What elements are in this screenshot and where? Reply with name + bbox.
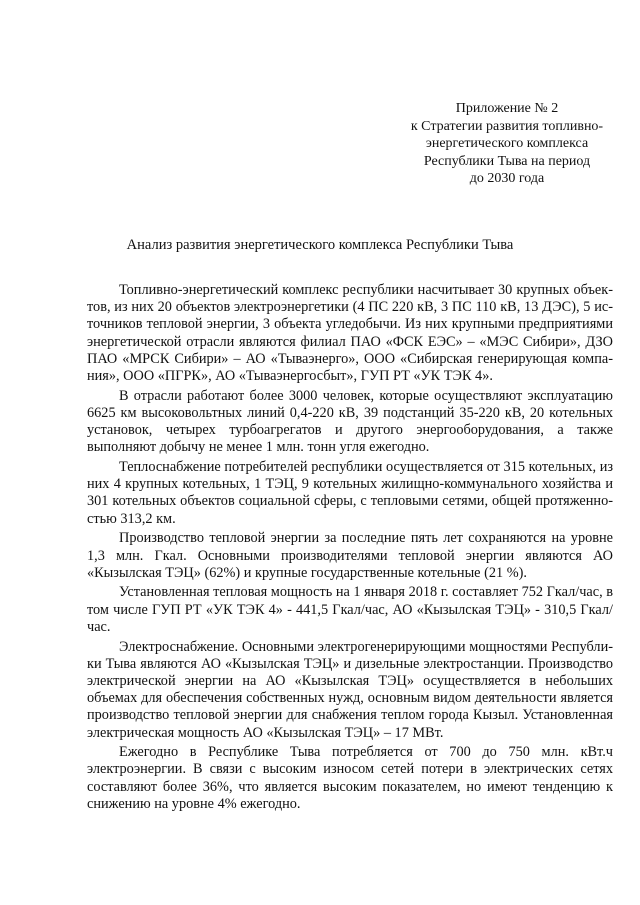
paragraph-electricity-supply: Электроснабжение. Основными электрогенерирующими мощностями Республики Тыва являются АО «Кызылская ТЭЦ» и дизельные электростанции. Производство электрической энергии на АО «Кызылская ТЭЦ» осуществляется в небольших объемах для обеспечения собственных нужд, основным видом деятельности является производство тепловой энергии для снабжения теплом города Кызыл. Установленная электрическая мощность АО «Кызылская ТЭЦ» – 17 МВт. (87, 638, 613, 741)
appendix-line: энергетического комплекса (425, 136, 589, 151)
paragraph-fuel-energy-complex: Топливно-энергетический комплекс республики насчитывает 30 крупных объектов, из них 20 объектов электроэнергетики (4 ПС 220 кВ, 3 ПС 110 кВ, 13 ДЭС), 5 источников тепловой энергии, 3 объекта угледобычи. Из них крупными предприятиями энергетической отрасли являются филиал ПАО «ФСК ЕЭС» – «МЭС Сибири», ДЗО ПАО «МРСК Сибири» – АО «Тываэнерго», ООО «Сибирская генерирующая компания», ООО «ПГРК», АО «Тываэнергосбыт», ГУП РТ «УК ТЭК 4». (87, 282, 613, 385)
appendix-line: до 2030 года (469, 171, 545, 186)
paragraph-heat-production: Производство тепловой энергии за последние пять лет сохраняются на уровне 1,3 млн. Гкал. Основными производителями тепловой энергии являются АО «Кызылская ТЭЦ» (62%) и крупные государственные котельные (21 %). (87, 530, 613, 581)
appendix-header (385, 100, 629, 188)
appendix-line: Приложение № 2 (455, 101, 559, 116)
paragraph-workforce: В отрасли работают более 3000 человек, которые осуществляют эксплуатацию 6625 км высоковольтных линий 0,4-220 кВ, 39 подстанций 35-220 кВ, 20 котельных установок, четырех турбоагрегатов и другого энергооборудования, а также выполняют добычу не менее 1 млн. тонн угля ежегодно. (87, 387, 613, 456)
appendix-line: к Стратегии развития топливно- (410, 118, 604, 134)
paragraph-heat-supply: Теплоснабжение потребителей республики осуществляется от 315 котельных, из них 4 крупных котельных, 1 ТЭЦ, 9 котельных жилищно-коммунального хозяйства и 301 котельных объектов социальной сферы, с тепловыми сетями, общей протяженностью 313,2 км. (87, 459, 613, 527)
paragraph-installed-heat-capacity: Установленная тепловая мощность на 1 января 2018 г. составляет 752 Гкал/час, в том числе ГУП РТ «УК ТЭК 4» - 441,5 Гкал/час, АО «Кызылская ТЭЦ» - 310,5 Гкал/час. (87, 584, 613, 635)
document-body (87, 282, 613, 813)
appendix-line: Республики Тыва на период (423, 153, 591, 169)
paragraph-electricity-consumption: Ежегодно в Республике Тыва потребляется от 700 до 750 млн. кВт.ч электроэнергии. В связи с высоким износом сетей потери в электрических сетях составляют более 36%, что является высоким показателем, но имеют тенденцию к снижению на уровне 4% ежегодно. (87, 744, 613, 812)
document-title: Анализ развития энергетического комплекса Республики Тыва (126, 237, 514, 253)
